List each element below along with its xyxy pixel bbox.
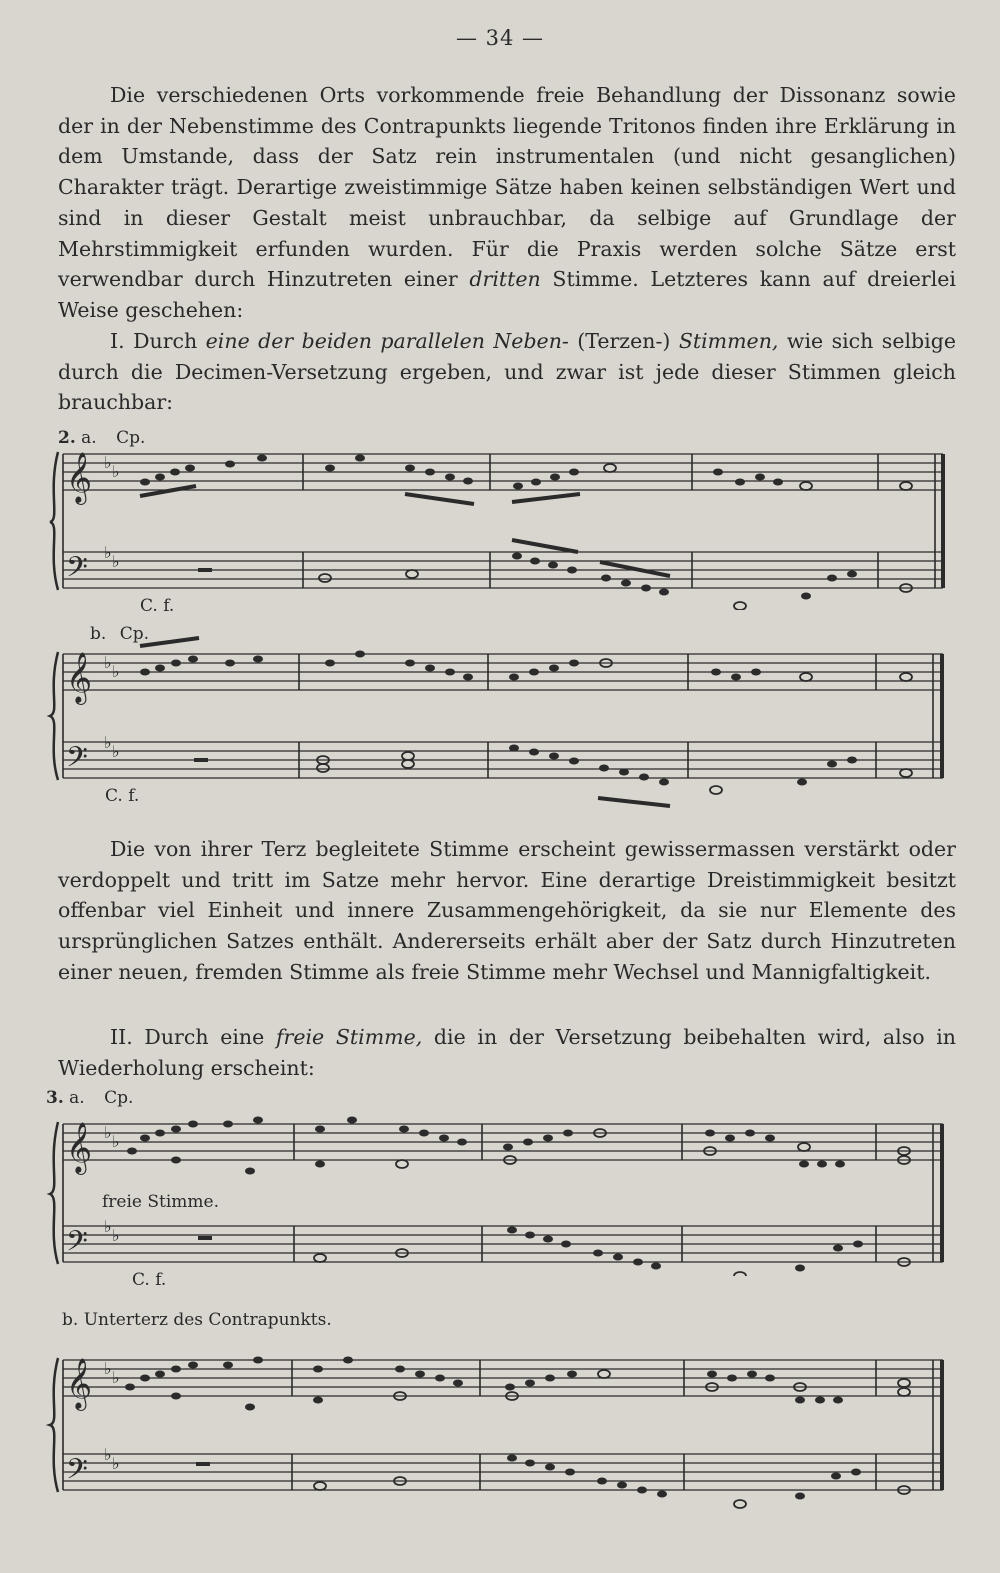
bass-clef-icon: 𝄢 bbox=[66, 1453, 88, 1493]
example-2a-letter: a. bbox=[81, 428, 97, 448]
example-3b-score bbox=[0, 1336, 1000, 1516]
paragraph-intro bbox=[58, 80, 956, 326]
flat-icon: ♭ bbox=[112, 1454, 120, 1473]
example-3a-free-voice-label: freie Stimme. bbox=[102, 1192, 219, 1212]
flat-icon: ♭ bbox=[112, 462, 120, 481]
page-number: — 34 — bbox=[455, 26, 545, 50]
flat-icon: ♭ bbox=[112, 662, 120, 681]
system-brace bbox=[50, 1358, 58, 1492]
method-two-start: II. Durch eine bbox=[110, 1025, 265, 1049]
method-one-mid: (Terzen-) bbox=[577, 329, 671, 353]
method-one-emphasis-b: Stimmen, bbox=[678, 329, 779, 353]
method-two-emphasis: freie Stimme, bbox=[275, 1025, 423, 1049]
example-3a-cp-label: Cp. bbox=[104, 1088, 134, 1108]
bass-clef-icon: 𝄢 bbox=[66, 741, 88, 781]
example-2a-bass-staff bbox=[63, 552, 943, 588]
flat-icon: ♭ bbox=[112, 1368, 120, 1387]
example-2a-score bbox=[0, 430, 1000, 610]
flat-icon: ♭ bbox=[112, 742, 120, 761]
paragraph-method-two bbox=[58, 1022, 956, 1083]
paragraph-intro-end: Stimme. Letzteres kann auf dreierlei Weise geschehen: bbox=[58, 267, 956, 322]
treble-clef-icon: 𝄞 bbox=[66, 1358, 93, 1409]
example-2b-cf-label: C. f. bbox=[105, 786, 140, 806]
paragraph-intro-text: Die verschiedenen Orts vorkommende freie Behandlung der Dissonanz sowie der in der Nebenstimme des Contrapunkts liegende Tritonos finden ihre Erklärung in dem Umstande, dass der Satz rein instrumentalen (und nicht gesanglichen) Charakter trägt. Derartige zweistimmige Sätze haben keinen selbständigen Wert und sind in dieser Gestalt meist unbrauchbar, da selbige auf Grundlage der Mehrstimmigkeit erfunden wurden. Für die Praxis werden solche Sätze erst verwendbar durch Hinzutreten einer bbox=[58, 83, 956, 292]
flat-icon: ♭ bbox=[104, 733, 112, 752]
flat-icon: ♭ bbox=[104, 1217, 112, 1236]
paragraph-method-one bbox=[58, 326, 956, 418]
paragraph-discussion bbox=[58, 834, 956, 988]
example-3a-score bbox=[0, 1096, 1000, 1276]
treble-clef-icon: 𝄞 bbox=[66, 1122, 93, 1173]
system-brace bbox=[50, 1122, 58, 1264]
example-2b-score bbox=[0, 630, 1000, 810]
example-2b-cp-label: Cp. bbox=[119, 624, 149, 644]
flat-icon: ♭ bbox=[104, 1445, 112, 1464]
flat-icon: ♭ bbox=[112, 1226, 120, 1245]
method-one-end: wie sich selbige durch die Decimen-Versetzung ergeben, und zwar ist jede dieser Stimmen gleich brauchbar: bbox=[58, 329, 956, 415]
method-one-start: I. Durch bbox=[110, 329, 198, 353]
system-brace bbox=[50, 452, 58, 590]
notes bbox=[140, 455, 912, 611]
flat-icon: ♭ bbox=[104, 1359, 112, 1378]
example-2a-cf-label: C. f. bbox=[140, 596, 175, 616]
example-3a-letter: a. bbox=[69, 1088, 85, 1108]
example-2-number: 2. bbox=[58, 428, 76, 448]
flat-icon: ♭ bbox=[104, 1123, 112, 1142]
system-brace bbox=[50, 652, 58, 780]
flat-icon: ♭ bbox=[104, 543, 112, 562]
treble-clef-icon: 𝄞 bbox=[66, 452, 93, 503]
paragraph-discussion-text: Die von ihrer Terz begleitete Stimme erscheint gewissermassen verstärkt oder verdoppelt und tritt im Satze mehr hervor. Eine derartige Dreistimmigkeit besitzt offenbar viel Einheit und innere Zusammengehörigkeit, da sie nur Elemente des ursprünglichen Satzes enthält. Andererseits erhält aber der Satz durch Hinzutreten einer neuen, fremden Stimme als freie Stimme mehr Wechsel und Mannigfaltigkeit. bbox=[58, 837, 956, 984]
method-two-end: die in der Versetzung beibehalten wird, also in Wiederholung erscheint: bbox=[58, 1025, 957, 1080]
bass-clef-icon: 𝄢 bbox=[66, 1225, 88, 1265]
example-3-number: 3. bbox=[46, 1088, 64, 1108]
example-3a-cf-label: C. f. bbox=[132, 1270, 167, 1290]
flat-icon: ♭ bbox=[112, 552, 120, 571]
method-one-emphasis-a: eine der beiden parallelen Neben- bbox=[205, 329, 569, 353]
treble-clef-icon: 𝄞 bbox=[66, 652, 93, 703]
flat-icon: ♭ bbox=[112, 1132, 120, 1151]
example-2a-cp-label: Cp. bbox=[116, 428, 146, 448]
example-2b-letter: b. bbox=[90, 624, 107, 644]
example-3b-label: b. Unterterz des Contrapunkts. bbox=[62, 1310, 332, 1330]
flat-icon: ♭ bbox=[104, 653, 112, 672]
flat-icon: ♭ bbox=[104, 453, 112, 472]
paragraph-intro-emphasis: dritten bbox=[469, 267, 541, 292]
bass-clef-icon: 𝄢 bbox=[66, 551, 88, 591]
